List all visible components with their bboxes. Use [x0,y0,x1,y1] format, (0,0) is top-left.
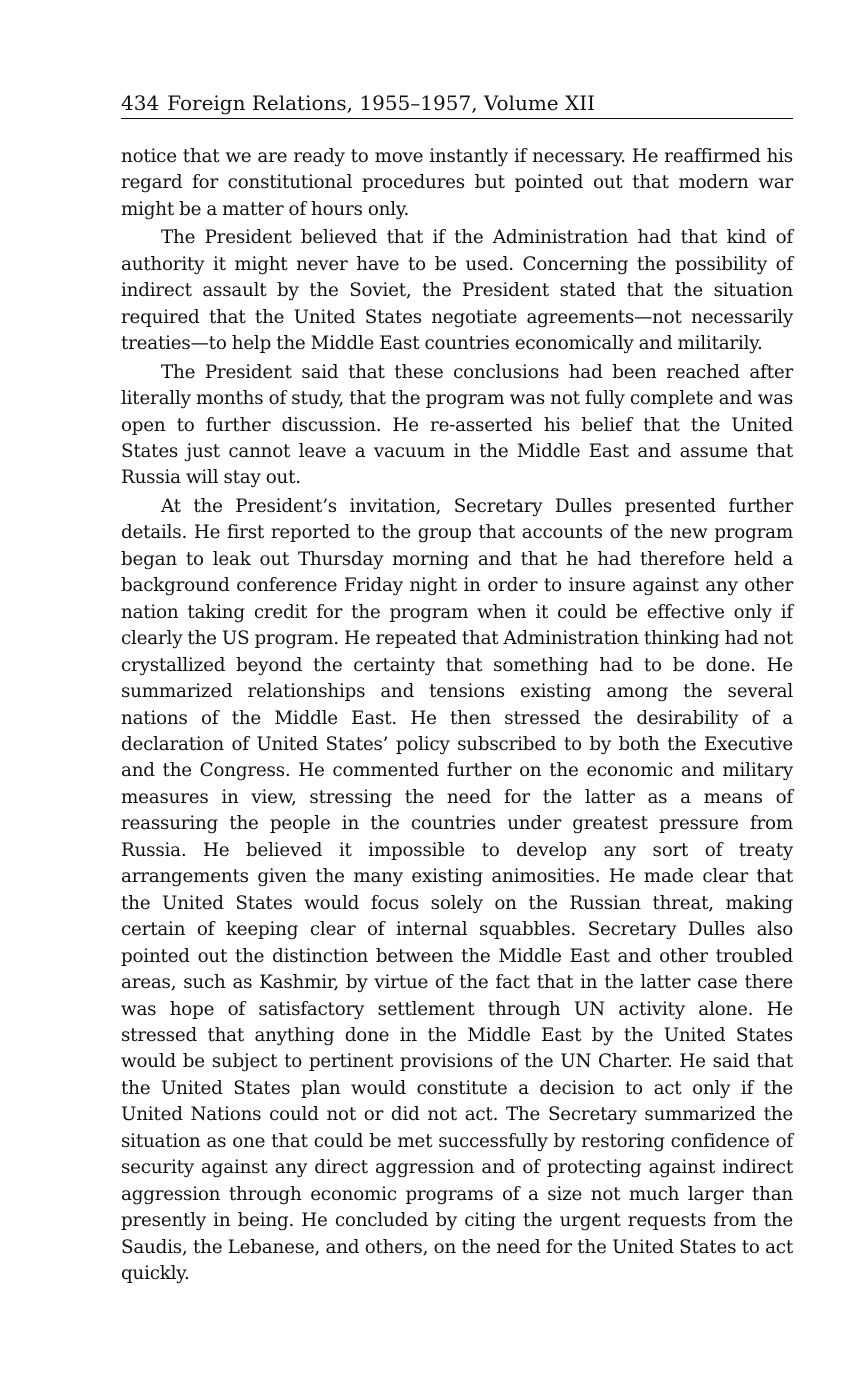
document-page [121,88,793,1287]
paragraph: At the President’s invitation, Secretary Dulles presented further details. He first reported to the group that accounts of the new program began to leak out Thursday morning and that he had therefore held a background conference Friday night in order to insure against any other nation taking credit for the program when it could be effective only if clearly the US program. He repeated that Administration thinking had not crystallized beyond the certainty that something had to be done. He summarized relationships and tensions existing among the several nations of the Middle East. He then stressed the desirability of a declaration of United States’ policy subscribed to by both the Executive and the Congress. He commented further on the economic and military measures in view, stressing the need for the latter as a means of reassuring the people in the countries under greatest pressure from Russia. He believed it impossible to develop any sort of treaty arrangements given the many existing animosities. He made clear that the United States would focus solely on the Russian threat, making certain of keeping clear of internal squabbles. Secretary Dulles also pointed out the distinction between the Middle East and other troubled areas, such as Kashmir, by virtue of the fact that in the latter case there was hope of satisfactory settlement through UN activity alone. He stressed that anything done in the Middle East by the United States would be subject to pertinent provisions of the UN Charter. He said that the United States plan would constitute a decision to act only if the United Nations could not or did not act. The Secretary summarized the situation as one that could be met successfully by restoring confidence of security against any direct aggression and of protecting against indirect aggression through economic programs of a size not much larger than presently in being. He concluded by citing the urgent requests from the Saudis, the Lebanese, and others, on the need for the United States to act quickly. [121,495,793,1285]
body-text [121,144,793,1287]
paragraph-continued: notice that we are ready to move instantly if necessary. He reaffirmed his regard for constitutional procedures but pointed out that modern war might be a matter of hours only. [121,146,793,220]
page-number: 434 [121,91,160,115]
running-head [121,88,793,119]
paragraph: The President said that these conclusions had been reached after literally months of study, that the program was not fully complete and was open to further discussion. He re-asserted his belief that the United States just cannot leave a vacuum in the Middle East and assume that Russia will stay out. [121,361,793,489]
paragraph: The President believed that if the Administration had that kind of authority it might never have to be used. Concerning the possibility of indirect assault by the Soviet, the President stated that the situation required that the United States negotiate agreements—not necessarily treaties—to help the Middle East countries economically and militarily. [121,227,793,355]
running-title: Foreign Relations, 1955–1957, Volume XII [167,91,596,115]
